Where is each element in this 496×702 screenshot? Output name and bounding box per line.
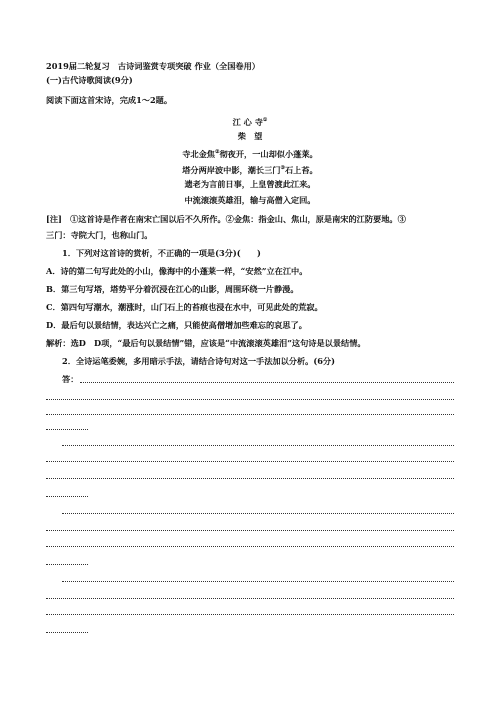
answer-line[interactable] <box>46 461 454 462</box>
poem-line-3: 遗老为言前日事，上皇曾渡此江来。 <box>184 179 316 189</box>
answer-line[interactable] <box>46 414 454 415</box>
question-1-stem: 1．下列对这首诗的赏析，不正确的一项是(3分)( ) <box>62 248 261 258</box>
question-1-option-d: D．最后句以景结情，表达兴亡之痛，只能使高僧增加些难忘的哀思了。 <box>46 320 307 330</box>
poem-line-2-part-b: 石上苔。 <box>284 165 318 175</box>
document-title: 2019届二轮复习 古诗词鉴赏专项突破 作业（全国卷用） <box>46 61 260 71</box>
poem-line-2-part-a: 塔分两岸波中影，潮长三门 <box>182 165 281 175</box>
answer-line[interactable] <box>46 546 454 547</box>
answer-line[interactable] <box>46 614 454 615</box>
answer-line[interactable] <box>46 530 454 531</box>
section-heading: (一)古代诗歌阅读(9分) <box>46 75 133 85</box>
answer-line[interactable] <box>80 382 454 383</box>
poem-title-footnote-mark: ① <box>262 117 268 123</box>
poem-line-4: 中流滚滚英雄泪，输与高僧入定回。 <box>184 195 316 205</box>
poem-line-1-part-a: 寺北金焦 <box>182 149 215 159</box>
answer-line[interactable] <box>62 581 454 582</box>
poem-line-1-footnote-mark: ② <box>215 149 220 155</box>
poem-line-1 <box>46 146 454 160</box>
question-1-analysis: 解析：选D D项，“最后句以景结情”错，应该是“中流滚滚英雄泪”这句诗是以景结情。 <box>46 338 366 348</box>
answer-line[interactable] <box>46 496 88 497</box>
note-line-1: [注] ①这首诗是作者在南宋亡国以后不久所作。②金焦：指金山、焦山，原是南宋的江防要地。③ <box>46 214 406 224</box>
answer-line[interactable] <box>62 445 454 446</box>
answer-line[interactable] <box>46 429 88 430</box>
poem-author: 柴 望 <box>237 131 263 141</box>
poem-title-text: 江 心 寺 <box>232 117 263 127</box>
answer-line[interactable] <box>46 564 88 565</box>
question-1-option-b: B．第三句写塔，塔势平分着沉浸在江心的山影，周围环绕一片静漫。 <box>46 284 299 294</box>
answer-line[interactable] <box>46 399 454 400</box>
poem-line-2 <box>46 162 454 176</box>
poem-line-2-footnote-mark: ③ <box>280 165 285 171</box>
answer-line[interactable] <box>46 632 88 633</box>
poem-title <box>46 114 454 128</box>
question-1-option-a: A．诗的第二句写此处的小山，像海中的小蓬莱一样，“安然”立在江中。 <box>46 266 308 276</box>
answer-line[interactable] <box>62 513 454 514</box>
answer-label: 答： <box>62 374 79 384</box>
answer-line[interactable] <box>46 598 454 599</box>
answer-line[interactable] <box>46 478 454 479</box>
reading-instruction: 阅读下面这首宋诗，完成1～2题。 <box>46 95 173 105</box>
question-1-option-c: C．第四句写潮水，潮涨时，山门石上的苔痕也浸在水中，可见此处的荒寂。 <box>46 302 323 312</box>
question-2-stem: 2．全诗运笔委婉，多用暗示手法，请结合诗句对这一手法加以分析。(6分) <box>62 356 335 366</box>
poem-line-1-part-b: 彻夜开，一山却似小蓬莱。 <box>219 149 318 159</box>
note-line-2: 三门：寺院大门，也称山门。 <box>46 230 153 240</box>
